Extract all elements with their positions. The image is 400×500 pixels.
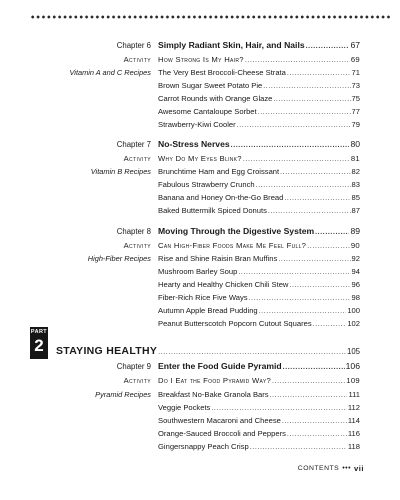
recipe-row bbox=[0, 304, 400, 317]
recipe-row bbox=[0, 291, 400, 304]
part-number: 2 bbox=[34, 336, 44, 355]
page-number: 116 bbox=[347, 429, 360, 438]
recipe-title: Strawberry-Kiwi Cooler bbox=[158, 120, 236, 129]
activity-label: Activity bbox=[123, 241, 151, 250]
recipe-title: Hearty and Healthy Chicken Chili Stew bbox=[158, 280, 289, 289]
recipes-label: Vitamin A and C Recipes bbox=[69, 68, 151, 77]
chapter-title-entry[interactable] bbox=[158, 39, 360, 53]
recipe-row bbox=[0, 204, 400, 217]
recipe-title: Rise and Shine Raisin Bran Muffins bbox=[158, 254, 278, 263]
activity-row bbox=[0, 374, 400, 387]
part-label: PART bbox=[30, 329, 48, 335]
page-number: 82 bbox=[351, 167, 360, 176]
activity-title: Do I Eat the Food Pyramid Way? bbox=[158, 376, 272, 385]
recipe-title: Veggie Pockets bbox=[158, 403, 211, 412]
recipe-title: Orange-Sauced Broccoli and Peppers bbox=[158, 429, 286, 438]
recipes-label: Pyramid Recipes bbox=[95, 390, 151, 399]
activity-row bbox=[0, 152, 400, 165]
recipe-title: Baked Buttermilk Spiced Donuts bbox=[158, 206, 267, 215]
part-title: STAYING HEALTHY bbox=[56, 345, 158, 357]
recipe-entry[interactable] bbox=[158, 79, 360, 93]
dot-leader bbox=[306, 40, 350, 53]
activity-row bbox=[0, 53, 400, 66]
recipe-title: Fabulous Strawberry Crunch bbox=[158, 180, 255, 189]
chapter-title: Simply Radiant Skin, Hair, and Nails bbox=[158, 40, 305, 50]
chapter-title-entry[interactable] bbox=[158, 360, 360, 374]
page-number: 94 bbox=[351, 267, 360, 276]
page-number: 81 bbox=[350, 154, 360, 163]
page-number: 69 bbox=[350, 55, 360, 64]
recipe-row bbox=[0, 440, 400, 453]
page-number: 102 bbox=[347, 319, 360, 328]
page-number: 98 bbox=[351, 293, 360, 302]
recipe-row bbox=[0, 265, 400, 278]
recipe-entry[interactable] bbox=[158, 440, 360, 454]
recipe-entry[interactable] bbox=[158, 291, 360, 305]
recipe-entry[interactable] bbox=[158, 252, 360, 266]
recipe-row bbox=[0, 414, 400, 427]
recipe-row bbox=[0, 317, 400, 330]
chapter-label: Chapter 6 bbox=[116, 41, 151, 50]
activity-entry[interactable] bbox=[158, 239, 360, 253]
activity-entry[interactable] bbox=[158, 53, 360, 67]
recipe-entry[interactable] bbox=[158, 92, 360, 106]
footer-dots: ••• bbox=[342, 465, 352, 472]
dot-leader bbox=[237, 119, 351, 132]
activity-title: Can High-Fiber Foods Make Me Feel Full? bbox=[158, 241, 307, 250]
top-dotted-rule bbox=[30, 14, 390, 20]
recipe-title: Banana and Honey On-the-Go Bread bbox=[158, 193, 284, 202]
page-number: 83 bbox=[351, 180, 360, 189]
chapter-label: Chapter 9 bbox=[116, 362, 151, 371]
activity-entry[interactable] bbox=[158, 374, 360, 388]
recipe-row bbox=[0, 388, 400, 401]
recipe-row bbox=[0, 92, 400, 105]
page-number: 75 bbox=[351, 94, 360, 103]
page-number: 114 bbox=[347, 416, 360, 425]
recipe-row bbox=[0, 191, 400, 204]
recipe-title: The Very Best Broccoli-Cheese Strata bbox=[158, 68, 286, 77]
recipe-row bbox=[0, 252, 400, 265]
recipe-entry[interactable] bbox=[158, 414, 360, 428]
recipe-row bbox=[0, 105, 400, 118]
recipe-row bbox=[0, 278, 400, 291]
part-2-row bbox=[0, 345, 400, 359]
recipe-row bbox=[0, 165, 400, 178]
activity-label: Activity bbox=[123, 376, 151, 385]
recipe-title: Gingersnappy Peach Crisp bbox=[158, 442, 249, 451]
chapter-label: Chapter 7 bbox=[116, 140, 151, 149]
part-title-entry[interactable] bbox=[56, 345, 360, 359]
activity-entry[interactable] bbox=[158, 152, 360, 166]
dot-leader bbox=[231, 139, 350, 152]
activity-row bbox=[0, 239, 400, 252]
chapter-7-row bbox=[0, 138, 400, 151]
page-number: 90 bbox=[350, 241, 360, 250]
page-number: 87 bbox=[351, 206, 360, 215]
page-number: 80 bbox=[350, 139, 360, 149]
recipes-label: High-Fiber Recipes bbox=[87, 254, 151, 263]
recipe-entry[interactable] bbox=[158, 178, 360, 192]
footer-page-number: vii bbox=[354, 464, 364, 473]
dot-leader bbox=[283, 361, 345, 374]
recipe-entry[interactable] bbox=[158, 427, 360, 441]
recipe-entry[interactable] bbox=[158, 165, 360, 179]
chapter-title-entry[interactable] bbox=[158, 225, 360, 239]
recipe-title: Southwestern Macaroni and Cheese bbox=[158, 416, 281, 425]
chapter-label: Chapter 8 bbox=[116, 227, 151, 236]
page-number: 71 bbox=[351, 68, 360, 77]
recipe-title: Brown Sugar Sweet Potato Pie bbox=[158, 81, 263, 90]
activity-title: Why Do My Eyes Blink? bbox=[158, 154, 242, 163]
page-number: 89 bbox=[350, 226, 360, 236]
recipe-row bbox=[0, 178, 400, 191]
recipe-title: Brunchtime Ham and Egg Croissant bbox=[158, 167, 280, 176]
recipe-title: Awesome Cantaloupe Sorbet bbox=[158, 107, 257, 116]
page-number: 77 bbox=[351, 107, 360, 116]
page-number: 109 bbox=[346, 376, 360, 385]
recipe-entry[interactable] bbox=[158, 278, 360, 292]
page-number: 79 bbox=[351, 120, 360, 129]
recipe-entry[interactable] bbox=[158, 191, 360, 205]
page-number: 67 bbox=[350, 40, 360, 50]
chapter-title: No-Stress Nerves bbox=[158, 139, 230, 149]
page-footer bbox=[298, 464, 364, 473]
page-number: 96 bbox=[351, 280, 360, 289]
activity-label: Activity bbox=[123, 154, 151, 163]
page-number: 105 bbox=[346, 347, 360, 356]
chapter-8-row bbox=[0, 225, 400, 238]
chapter-title: Moving Through the Digestive System bbox=[158, 226, 315, 236]
page-number: 73 bbox=[351, 81, 360, 90]
page-number: 85 bbox=[351, 193, 360, 202]
recipe-entry[interactable] bbox=[158, 118, 360, 132]
chapter-6-row bbox=[0, 39, 400, 52]
activity-label: Activity bbox=[123, 55, 151, 64]
activity-title: How Strong Is My Hair? bbox=[158, 55, 244, 64]
recipe-row bbox=[0, 79, 400, 92]
recipe-title: Autumn Apple Bread Pudding bbox=[158, 306, 258, 315]
recipe-row bbox=[0, 427, 400, 440]
recipe-entry[interactable] bbox=[158, 265, 360, 279]
dot-leader bbox=[315, 226, 349, 239]
recipes-label: Vitamin B Recipes bbox=[90, 167, 151, 176]
recipe-title: Peanut Butterscotch Popcorn Cutout Squares bbox=[158, 319, 312, 328]
dot-leader bbox=[313, 318, 347, 331]
page-number: 118 bbox=[347, 442, 360, 451]
recipe-row bbox=[0, 401, 400, 414]
recipe-title: Breakfast No-Bake Granola Bars bbox=[158, 390, 269, 399]
recipe-entry[interactable] bbox=[158, 304, 360, 318]
footer-label: CONTENTS bbox=[297, 465, 340, 472]
dot-leader bbox=[250, 441, 347, 454]
recipe-row bbox=[0, 66, 400, 79]
recipe-entry[interactable] bbox=[158, 105, 360, 119]
dot-leader bbox=[272, 375, 345, 388]
page-number: 106 bbox=[345, 361, 360, 371]
recipe-row bbox=[0, 118, 400, 131]
recipe-entry[interactable] bbox=[158, 401, 360, 415]
recipe-title: Fiber-Rich Rice Five Ways bbox=[158, 293, 248, 302]
recipe-entry[interactable] bbox=[158, 388, 360, 402]
recipe-entry[interactable] bbox=[158, 66, 360, 80]
dot-leader bbox=[158, 346, 346, 359]
chapter-9-row bbox=[0, 360, 400, 373]
chapter-title-entry[interactable] bbox=[158, 138, 360, 152]
chapter-title: Enter the Food Guide Pyramid bbox=[158, 361, 282, 371]
recipe-title: Carrot Rounds with Orange Glaze bbox=[158, 94, 273, 103]
page-number: 92 bbox=[351, 254, 360, 263]
recipe-entry[interactable] bbox=[158, 204, 360, 218]
page-number: 112 bbox=[347, 403, 360, 412]
dot-leader bbox=[268, 205, 351, 218]
recipe-title: Mushroom Barley Soup bbox=[158, 267, 238, 276]
page-number: 111 bbox=[348, 390, 360, 399]
page-number: 100 bbox=[347, 306, 360, 315]
recipe-entry[interactable] bbox=[158, 317, 360, 331]
